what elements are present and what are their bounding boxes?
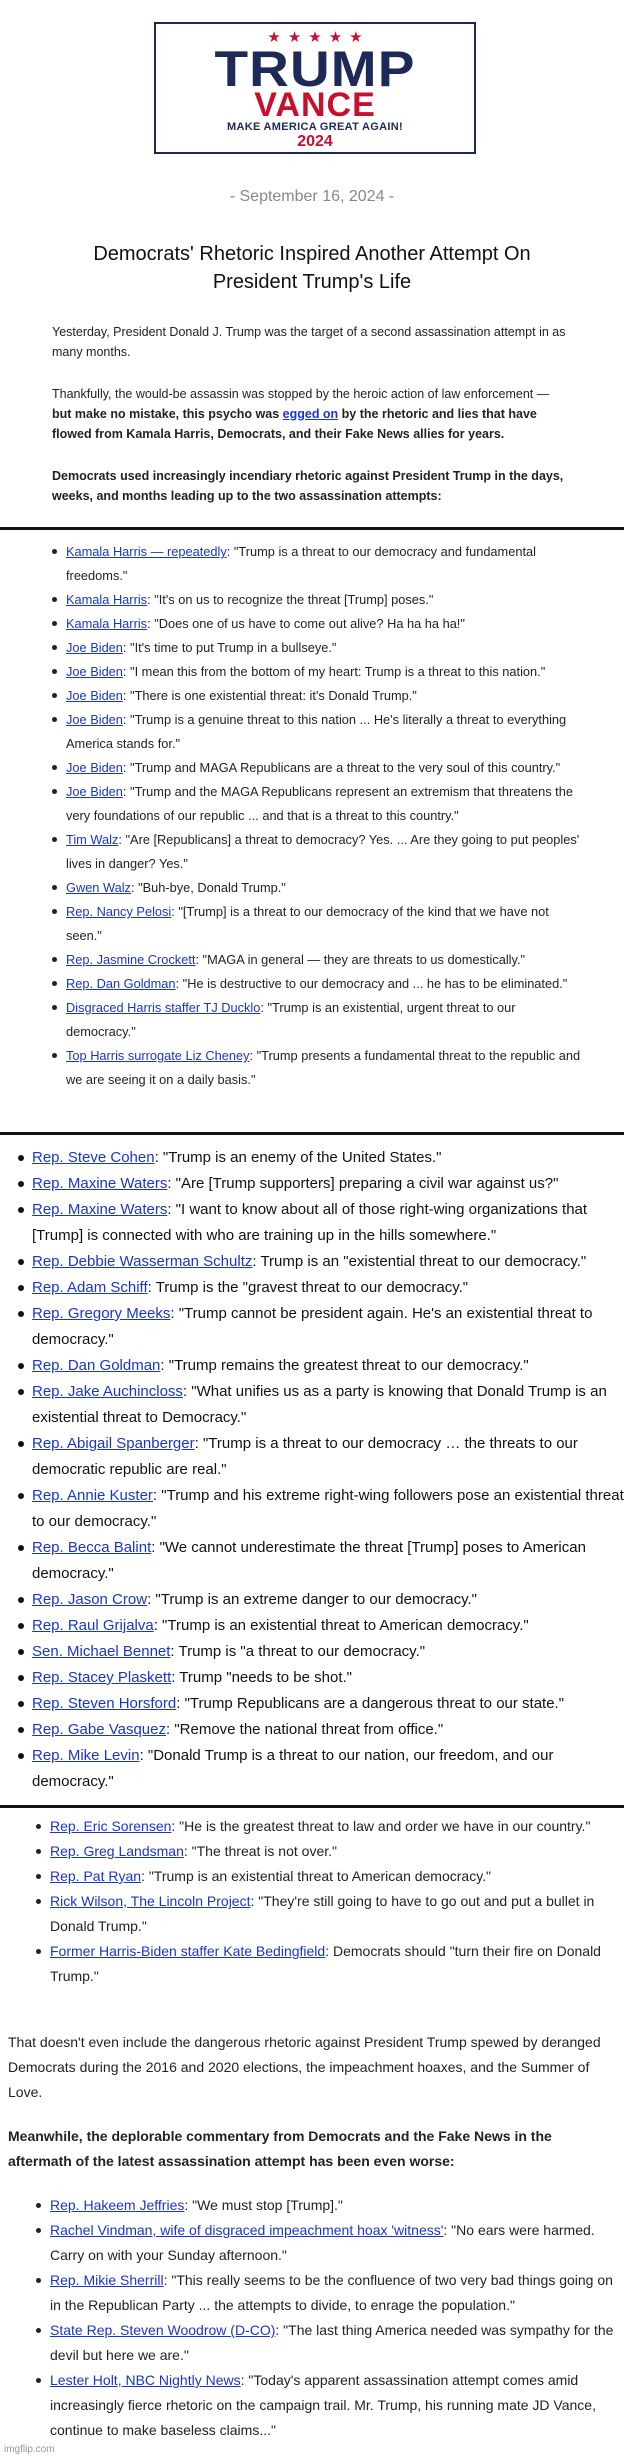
quote-text: : "Trump is an existential, urgent threat to our democracy." xyxy=(66,1000,516,1039)
list-item xyxy=(50,588,585,612)
source-link[interactable]: State Rep. Steven Woodrow (D-CO) xyxy=(50,2322,276,2338)
source-link[interactable]: Gwen Walz xyxy=(66,880,131,895)
egged-on-link[interactable]: egged on xyxy=(282,407,339,421)
quote-text: : "Are [Republicans] a threat to democracy? Yes. ... Are they going to put peoples' lives in danger? Yes." xyxy=(66,832,580,871)
source-link[interactable]: Joe Biden xyxy=(66,712,123,727)
source-link[interactable]: Rep. Gabe Vasquez xyxy=(32,1721,166,1738)
source-link[interactable]: Rep. Gregory Meeks xyxy=(32,1305,171,1322)
closing-paragraph-2: Meanwhile, the deplorable commentary from Democrats and the Fake News in the aftermath of the latest assassination attempt has been even worse: xyxy=(8,2128,552,2169)
rhetoric-list-2 xyxy=(10,1145,624,1795)
intro-paragraph-1: Yesterday, President Donald J. Trump was the target of a second assassination attempt in as many months. xyxy=(52,325,566,359)
list-item xyxy=(10,1535,624,1587)
list-item xyxy=(50,948,585,972)
list-item xyxy=(10,1613,624,1639)
section-divider xyxy=(0,1805,624,1808)
source-link[interactable]: Kamala Harris xyxy=(66,616,148,631)
quote-text: : "[Trump] is a threat to our democracy of the kind that we have not seen." xyxy=(66,904,549,943)
quote-text: : "The last thing America needed was sympathy for the devil but here we are." xyxy=(50,2322,614,2363)
source-link[interactable]: Joe Biden xyxy=(66,664,123,679)
aftermath-list xyxy=(30,2193,620,2443)
source-link[interactable]: Rep. Dan Goldman xyxy=(32,1357,161,1374)
source-link[interactable]: Rep. Mikie Sherrill xyxy=(50,2272,164,2288)
quote-text: : "Trump cannot be president again. He's an existential threat to democracy." xyxy=(32,1305,593,1348)
list-item xyxy=(30,2193,620,2218)
quote-text: : "It's on us to recognize the threat [Trump] poses." xyxy=(147,592,434,607)
list-item xyxy=(30,1839,610,1864)
list-item xyxy=(10,1483,624,1535)
intro-bold-text: but make no mistake, this psycho was xyxy=(52,407,283,421)
source-link[interactable]: Rep. Eric Sorensen xyxy=(50,1818,172,1834)
source-link[interactable]: Joe Biden xyxy=(66,640,123,655)
quote-text: : "Does one of us have to come out alive? Ha ha ha ha!" xyxy=(147,616,465,631)
logo-vance-text: VANCE xyxy=(254,86,376,124)
list-item xyxy=(10,1639,624,1665)
source-link[interactable]: Disgraced Harris staffer TJ Ducklo xyxy=(66,1000,261,1015)
list-item xyxy=(30,1864,610,1889)
list-item xyxy=(10,1431,624,1483)
list-item xyxy=(50,708,585,756)
list-item xyxy=(10,1691,624,1717)
list-item xyxy=(10,1275,624,1301)
source-link[interactable]: Joe Biden xyxy=(66,760,123,775)
quote-text: : "It's time to put Trump in a bullseye." xyxy=(122,640,337,655)
source-link[interactable]: Rep. Mike Levin xyxy=(32,1747,140,1764)
quote-text: : "Trump is a genuine threat to this nation ... He's literally a threat to everything America stands for." xyxy=(66,712,567,751)
list-item xyxy=(10,1353,624,1379)
list-item xyxy=(50,1044,585,1092)
source-link[interactable]: Kamala Harris — repeatedly xyxy=(66,544,227,559)
quote-text: : "Remove the national threat from office." xyxy=(165,1721,444,1738)
campaign-logo xyxy=(154,22,476,154)
list-item xyxy=(10,1145,624,1171)
quote-text: : "We must stop [Trump]." xyxy=(184,2197,343,2213)
source-link[interactable]: Rep. Adam Schiff xyxy=(32,1279,148,1296)
quote-text: : "Trump is an enemy of the United States." xyxy=(154,1149,442,1166)
logo-slogan: MAKE AMERICA GREAT AGAIN! xyxy=(227,121,403,133)
list-item xyxy=(50,660,585,684)
section-divider xyxy=(0,527,624,530)
quote-text: : "MAGA in general — they are threats to us domestically." xyxy=(195,952,526,967)
list-item xyxy=(50,612,585,636)
quote-text: : "We cannot underestimate the threat [Trump] poses to American democracy." xyxy=(32,1539,586,1582)
section-divider xyxy=(0,1132,624,1135)
quote-text: : "Trump remains the greatest threat to our democracy." xyxy=(160,1357,529,1374)
star-icon: ★ xyxy=(308,29,322,46)
quote-text: : "No ears were harmed. Carry on with your Sunday afternoon." xyxy=(50,2222,595,2263)
quote-text: : "The threat is not over." xyxy=(183,1843,337,1859)
quote-text: : Trump is "a threat to our democracy." xyxy=(170,1643,426,1660)
source-link[interactable]: Rep. Becca Balint xyxy=(32,1539,152,1556)
source-link[interactable]: Rep. Abigail Spanberger xyxy=(32,1435,195,1452)
star-icon: ★ xyxy=(328,29,343,46)
source-link[interactable]: Joe Biden xyxy=(66,688,123,703)
quote-text: : "Buh-bye, Donald Trump." xyxy=(130,880,286,895)
quote-text: : "I want to know about all of those right-wing organizations that [Trump] is connected with who are training up in the hills somewhere." xyxy=(32,1201,588,1244)
intro-text: Thankfully, the would-be assassin was stopped by the heroic action of law enforcement — xyxy=(52,387,550,401)
list-item xyxy=(30,2218,620,2268)
source-link[interactable]: Rep. Raul Grijalva xyxy=(32,1617,154,1634)
rhetoric-list-3 xyxy=(30,1814,610,1989)
list-item xyxy=(50,828,585,876)
source-link[interactable]: Rep. Jason Crow xyxy=(32,1591,148,1608)
source-link[interactable]: Rep. Greg Landsman xyxy=(50,1843,184,1859)
source-link[interactable]: Tim Walz xyxy=(66,832,119,847)
source-link[interactable]: Rep. Annie Kuster xyxy=(32,1487,153,1504)
list-item xyxy=(30,2318,620,2368)
list-item xyxy=(10,1717,624,1743)
list-item xyxy=(50,996,585,1044)
list-item xyxy=(10,1587,624,1613)
list-item xyxy=(50,972,585,996)
quote-text: : Democrats should "turn their fire on Donald Trump." xyxy=(50,1943,601,1984)
list-item xyxy=(30,2368,620,2443)
list-item xyxy=(50,756,585,780)
quote-text: : "Trump and MAGA Republicans are a threat to the very soul of this country." xyxy=(122,760,561,775)
watermark: imgflip.com xyxy=(4,2444,55,2455)
quote-text: : "Trump and his extreme right-wing followers pose an existential threat to our democracy." xyxy=(32,1487,624,1530)
quote-text: : "He is the greatest threat to law and order we have in our country." xyxy=(171,1818,591,1834)
quote-text: : "Trump is a threat to our democracy and fundamental freedoms." xyxy=(66,544,536,583)
logo-year: 2024 xyxy=(297,133,333,150)
source-link[interactable]: Rep. Hakeem Jeffries xyxy=(50,2197,185,2213)
list-item xyxy=(50,876,585,900)
list-item xyxy=(30,2268,620,2318)
source-link[interactable]: Rep. Debbie Wasserman Schultz xyxy=(32,1253,253,1270)
date-line: - September 16, 2024 - xyxy=(229,188,395,205)
quote-text: : "Today's apparent assassination attempt comes amid increasingly fierce rhetoric on the campaign trail. Mr. Trump, his running mate JD Vance, continue to make baseless claims..." xyxy=(50,2372,596,2438)
source-link[interactable]: Sen. Michael Bennet xyxy=(32,1643,171,1660)
quote-text: : "He is destructive to our democracy and ... he has to be eliminated." xyxy=(175,976,568,991)
quote-text: : "Trump is an existential threat to American democracy." xyxy=(153,1617,529,1634)
quote-text: : "There is one existential threat: it's Donald Trump." xyxy=(122,688,417,703)
list-item xyxy=(10,1379,624,1431)
quote-text: : "Trump is a threat to our democracy … the threats to our democratic republic are real." xyxy=(32,1435,578,1478)
quote-text: : Trump "needs to be shot." xyxy=(171,1669,352,1686)
source-link[interactable]: Lester Holt, NBC Nightly News xyxy=(50,2372,241,2388)
quote-text: : "Donald Trump is a threat to our nation, our freedom, and our democracy." xyxy=(32,1747,554,1790)
source-link[interactable]: Rep. Pat Ryan xyxy=(50,1868,142,1884)
source-link[interactable]: Rep. Jasmine Crockett xyxy=(66,952,196,967)
source-link[interactable]: Rick Wilson, The Lincoln Project xyxy=(50,1893,251,1909)
source-link[interactable]: Rep. Jake Auchincloss xyxy=(32,1383,183,1400)
list-item xyxy=(50,684,585,708)
star-icon: ★ xyxy=(349,29,363,46)
list-item xyxy=(30,1939,610,1989)
intro-paragraph-2 xyxy=(52,384,572,444)
source-link[interactable]: Rachel Vindman, wife of disgraced impeachment hoax 'witness' xyxy=(50,2222,444,2238)
quote-text: : "This really seems to be the confluence of two very bad things going on in the Republican Party ... the attempts to divide, to enrage the population." xyxy=(50,2272,613,2313)
source-link[interactable]: Rep. Maxine Waters xyxy=(32,1175,168,1192)
closing-paragraph-1: That doesn't even include the dangerous rhetoric against President Trump spewed by deranged Democrats during the 2016 and 2020 elections, the impeachment hoaxes, and the Summer of Love. xyxy=(8,2034,601,2100)
quote-text: : "Are [Trump supporters] preparing a civil war against us?" xyxy=(167,1175,559,1192)
list-item xyxy=(10,1249,624,1275)
quote-text: : "Trump Republicans are a dangerous threat to our state." xyxy=(176,1695,565,1712)
intro-paragraph-3: Democrats used increasingly incendiary rhetoric against President Trump in the days, weeks, and months leading up to the two assassination attempts: xyxy=(52,469,564,503)
list-item xyxy=(10,1665,624,1691)
quote-text: : "They're still going to have to go out and put a bullet in Donald Trump." xyxy=(50,1893,595,1934)
list-item xyxy=(10,1197,624,1249)
quote-text: : "What unifies us as a party is knowing that Donald Trump is an existential threat to Democracy." xyxy=(32,1383,607,1426)
rhetoric-list-1 xyxy=(50,540,585,1092)
quote-text: : "Trump is an extreme danger to our democracy." xyxy=(147,1591,478,1608)
source-link[interactable]: Rep. Dan Goldman xyxy=(66,976,176,991)
source-link[interactable]: Rep. Maxine Waters xyxy=(32,1201,168,1218)
source-link[interactable]: Rep. Stacey Plaskett xyxy=(32,1669,172,1686)
source-link[interactable]: Former Harris-Biden staffer Kate Bedingfield xyxy=(50,1943,326,1959)
source-link[interactable]: Rep. Steven Horsford xyxy=(32,1695,177,1712)
star-icon: ★ xyxy=(287,29,302,46)
list-item xyxy=(50,540,585,588)
quote-text: : "Trump presents a fundamental threat to the republic and we are seeing it on a daily basis." xyxy=(66,1048,581,1087)
quote-text: : "Trump and the MAGA Republicans represent an extremism that threatens the very foundations of our republic ... and that is a threat to this country." xyxy=(66,784,573,823)
star-icon: ★ xyxy=(267,29,281,46)
list-item xyxy=(10,1743,624,1795)
headline: Democrats' Rhetoric Inspired Another Attempt On President Trump's Life xyxy=(93,243,531,293)
list-item xyxy=(50,636,585,660)
list-item xyxy=(30,1814,610,1839)
intro-bold-text: by the rhetoric and lies that have flowed from Kamala Harris, Democrats, and their Fake News allies for years. xyxy=(52,407,537,441)
list-item xyxy=(50,900,585,948)
list-item xyxy=(50,780,585,828)
quote-text: : "Trump is an existential threat to American democracy." xyxy=(141,1868,492,1884)
source-link[interactable]: Rep. Steve Cohen xyxy=(32,1149,155,1166)
source-link[interactable]: Top Harris surrogate Liz Cheney xyxy=(66,1048,250,1063)
list-item xyxy=(10,1171,624,1197)
quote-text: : "I mean this from the bottom of my heart: Trump is a threat to this nation." xyxy=(122,664,546,679)
quote-text: : Trump is an "existential threat to our democracy." xyxy=(252,1253,587,1270)
list-item xyxy=(10,1301,624,1353)
list-item xyxy=(30,1889,610,1939)
source-link[interactable]: Joe Biden xyxy=(66,784,123,799)
logo-trump-text: TRUMP xyxy=(214,41,416,97)
quote-text: : Trump is the "gravest threat to our democracy." xyxy=(147,1279,469,1296)
source-link[interactable]: Kamala Harris xyxy=(66,592,148,607)
source-link[interactable]: Rep. Nancy Pelosi xyxy=(66,904,172,919)
